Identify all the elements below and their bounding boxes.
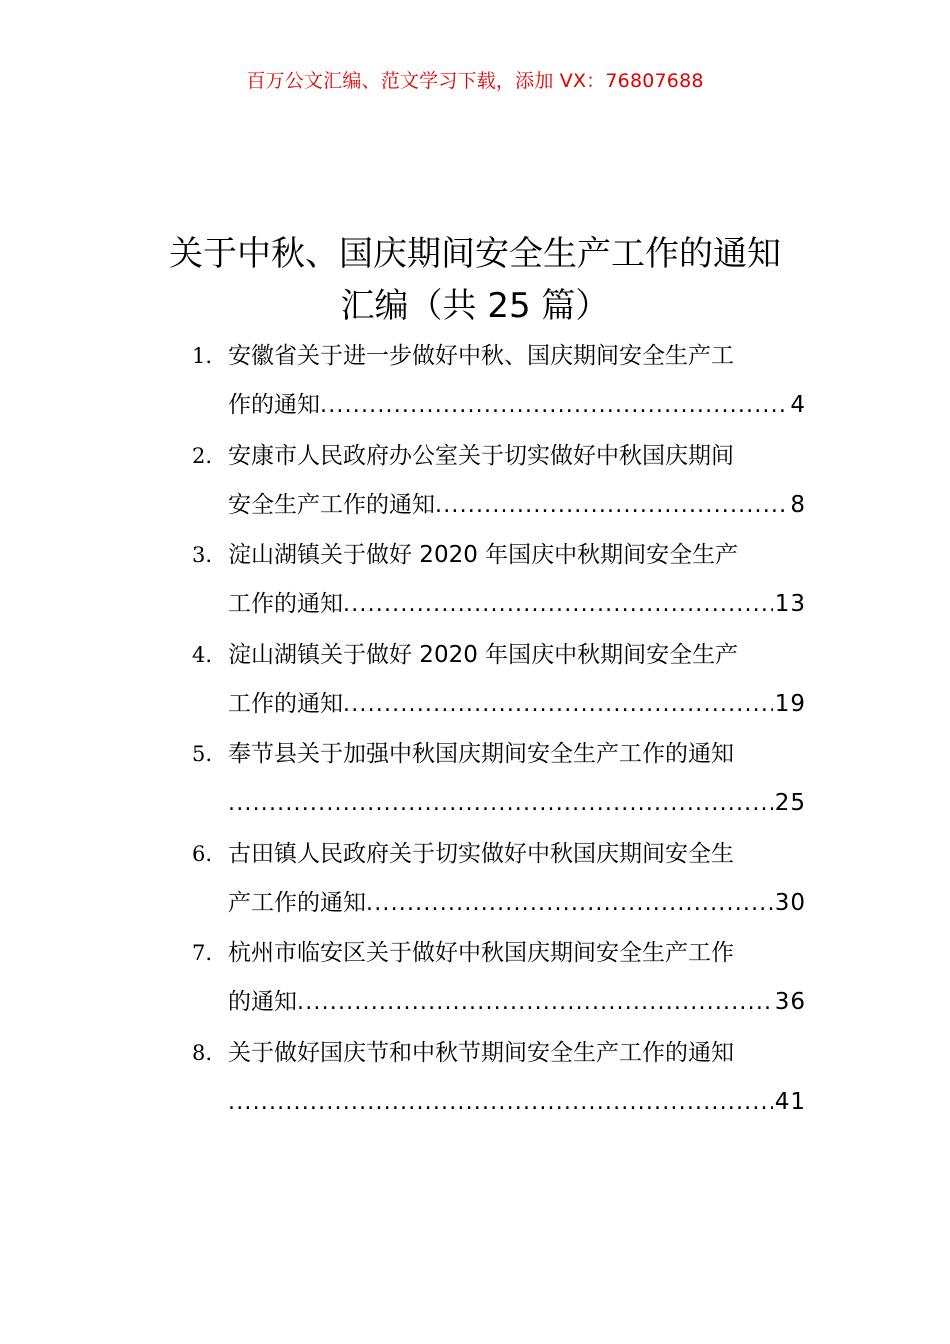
- toc-entry-number: 5.: [192, 742, 213, 766]
- toc-entry-title: 安徽省关于进一步做好中秋、国庆期间安全生产工: [228, 343, 734, 369]
- toc-page-number: 41: [774, 1088, 806, 1115]
- toc-entry-number: 6.: [192, 841, 213, 866]
- toc-entry-number: 1.: [192, 344, 213, 368]
- toc-dot-leader: [343, 685, 773, 725]
- toc-entry-title-rest: 作的通知: [228, 392, 320, 418]
- title-line-2: 汇编（共 25 篇）: [340, 286, 610, 326]
- toc-dot-leader: [366, 884, 773, 924]
- toc-entry-title: 杭州市临安区关于做好中秋国庆期间安全生产工作: [228, 940, 734, 966]
- toc-page-number: 25: [774, 790, 806, 816]
- toc-entry-title-rest: 产工作的通知: [228, 889, 366, 916]
- toc-entry-title-rest: 工作的通知: [228, 690, 343, 717]
- toc-entry-number: 3.: [192, 543, 213, 567]
- toc-entry[interactable]: [0, 1027, 950, 1127]
- toc-entry[interactable]: [0, 529, 950, 629]
- toc-entry-continuation: [228, 485, 806, 526]
- title-line-1: 关于中秋、国庆期间安全生产工作的通知: [169, 234, 781, 274]
- toc-entry-title: 关于做好国庆节和中秋节期间安全生产工作的通知: [228, 1039, 734, 1066]
- toc-entry-title: 古田镇人民政府关于切实做好中秋国庆期间安全生: [228, 840, 734, 867]
- toc-page-number: 8: [790, 491, 806, 518]
- toc-dot-leader: [435, 486, 788, 526]
- toc-entry-title: 安康市人民政府办公室关于切实做好中秋国庆期间: [228, 442, 734, 469]
- toc-dot-leader: [228, 784, 773, 824]
- toc-dot-leader: [320, 386, 788, 426]
- toc-entry-title-rest: 安全生产工作的通知: [228, 491, 435, 518]
- toc-entry-continuation: [228, 883, 806, 924]
- toc-page-number: 30: [774, 889, 806, 916]
- toc-page-number: 13: [774, 591, 806, 617]
- toc-entry-title: 奉节县关于加强中秋国庆期间安全生产工作的通知: [228, 741, 734, 767]
- toc-entry-continuation: [228, 684, 806, 725]
- toc-entry-number: 8.: [192, 1040, 213, 1065]
- toc-entry-title-rest: 工作的通知: [228, 591, 343, 617]
- toc-entry-number: 7.: [192, 941, 213, 965]
- table-of-contents: [0, 330, 950, 1126]
- toc-entry[interactable]: [0, 728, 950, 828]
- toc-entry-continuation: [228, 385, 806, 426]
- toc-page-number: 19: [774, 690, 806, 717]
- toc-page-number: 36: [774, 989, 806, 1015]
- toc-entry[interactable]: [0, 430, 950, 530]
- document-title: [120, 228, 830, 332]
- toc-entry[interactable]: [0, 330, 950, 430]
- toc-entry-number: 4.: [192, 642, 213, 667]
- toc-page-number: 4: [790, 392, 806, 418]
- header-note: 百万公文汇编、范文学习下载，添加 VX：76807688: [246, 70, 704, 92]
- toc-entry-title-rest: 的通知: [228, 989, 297, 1015]
- toc-entry-continuation: [228, 584, 806, 625]
- toc-entry-continuation: [228, 982, 806, 1023]
- toc-entry-title: 淀山湖镇关于做好 2020 年国庆中秋期间安全生产: [228, 542, 739, 568]
- toc-entry-title: 淀山湖镇关于做好 2020 年国庆中秋期间安全生产: [228, 641, 739, 668]
- toc-dot-leader: [343, 585, 773, 625]
- toc-entry[interactable]: [0, 629, 950, 729]
- toc-entry[interactable]: [0, 828, 950, 928]
- toc-entry-number: 2.: [192, 443, 213, 468]
- toc-entry[interactable]: [0, 927, 950, 1027]
- toc-entry-continuation: [228, 1082, 806, 1123]
- toc-dot-leader: [297, 983, 773, 1023]
- toc-dot-leader: [228, 1083, 773, 1123]
- toc-entry-continuation: [228, 783, 806, 824]
